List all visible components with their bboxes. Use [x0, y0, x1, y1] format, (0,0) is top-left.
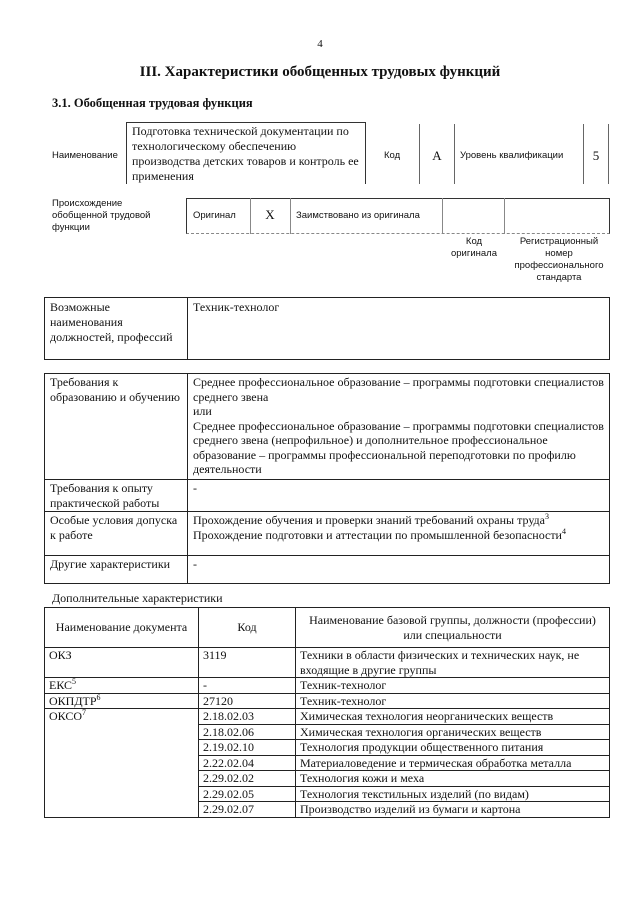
footnote-ref-3: 3: [545, 512, 549, 521]
row-document: ОКПДТР$^6$: [45, 693, 199, 709]
row-code: 2.18.02.03: [199, 709, 296, 725]
row-name: Техники в области физических и технических наук, не входящие в другие группы: [296, 648, 610, 678]
row-document: ОКЗ: [45, 648, 199, 678]
origin-label: Происхождение обобщенной трудовой функции: [52, 198, 151, 233]
row-code: -: [199, 678, 296, 694]
row-name: Технология продукции общественного питания: [296, 740, 610, 756]
row-name: Производство изделий из бумаги и картона: [296, 802, 610, 818]
admission-line-2: Прохождение подготовки и аттестации по промышленной безопасности: [193, 527, 562, 542]
education-value: Среднее профессиональное образование – программы подготовки специалистов среднего звена или Среднее профессиональное образование – программы подготовки специалистов среднего звена (непрофильное) и дополнительное профессиональное образование – программы профессиональной переподготовки по профилю деятельности: [188, 374, 610, 480]
header-name: Наименование базовой группы, должности (профессии) или специальности: [296, 608, 610, 648]
original-mark: X: [265, 207, 275, 222]
row-name: Материаловедение и термическая обработка металла: [296, 755, 610, 771]
footnote-ref: 6: [96, 692, 101, 702]
row-name: Химическая технология органических веществ: [296, 724, 610, 740]
row-code: 2.29.02.02: [199, 771, 296, 787]
level-value: 5: [592, 148, 600, 163]
admission-label: Особые условия допуска к работе: [45, 512, 188, 556]
education-label: Требования к образованию и обучению: [45, 374, 188, 480]
table-row: [45, 709, 610, 725]
section-subtitle: 3.1. Обобщенная трудовая функция: [52, 96, 253, 110]
row-code: 27120: [199, 693, 296, 709]
header-document: Наименование документа: [45, 608, 199, 648]
table-row: [45, 648, 610, 678]
code-label: Код: [384, 150, 401, 161]
row-code: 2.18.02.06: [199, 724, 296, 740]
experience-label: Требования к опыту практической работы: [45, 480, 188, 512]
admission-value: [188, 512, 610, 556]
code-value: А: [432, 148, 442, 163]
row-code: 2.29.02.07: [199, 802, 296, 818]
code-original-label: Код оригинала: [450, 236, 497, 259]
row-document: ЕКС$^5$: [45, 678, 199, 694]
positions-table: [44, 297, 610, 360]
positions-label: Возможные наименования должностей, профессий: [45, 298, 188, 360]
row-name: Техник-технолог: [296, 678, 610, 694]
footnote-ref-4: 4: [561, 526, 566, 536]
row-name: Техник-технолог: [296, 693, 610, 709]
header-code: Код: [199, 608, 296, 648]
positions-value: Техник-технолог: [188, 298, 610, 360]
requirements-table: [44, 373, 610, 584]
name-label: Наименование: [52, 150, 118, 161]
row-name: Химическая технология неорганических веществ: [296, 709, 610, 725]
table-row: [45, 693, 610, 709]
table-row: [45, 678, 610, 694]
extra-table-body: [45, 648, 610, 818]
row-code: 2.22.02.04: [199, 755, 296, 771]
footnote-ref: 5: [72, 677, 77, 686]
level-label: Уровень квалификации: [460, 150, 564, 161]
extra-heading: Дополнительные характеристики: [52, 591, 223, 605]
row-code: 2.29.02.05: [199, 786, 296, 802]
row-name: Технология текстильных изделий (по видам): [296, 786, 610, 802]
other-value: -: [188, 556, 610, 584]
page-number: 4: [317, 38, 323, 50]
page-title: III. Характеристики обобщенных трудовых функций: [139, 64, 501, 80]
extra-table: [44, 607, 610, 818]
row-code: 3119: [199, 648, 296, 678]
experience-value: -: [188, 480, 610, 512]
admission-line-1: Прохождение обучения и проверки знаний требований охраны труда: [193, 513, 545, 527]
borrowed-label: Заимствовано из оригинала: [296, 210, 420, 221]
row-name: Технология кожи и меха: [296, 771, 610, 787]
footnote-ref: 7: [82, 708, 87, 717]
other-label: Другие характеристики: [45, 556, 188, 584]
reg-number-label: Регистрационный номер профессионального стандарта: [514, 236, 604, 283]
row-document: ОКСО$^7$: [45, 709, 199, 818]
original-label: Оригинал: [193, 210, 236, 221]
row-code: 2.19.02.10: [199, 740, 296, 756]
gtf-name-value: Подготовка технической документации по технологическому обеспечению производства детских товаров и контроль ее применения: [132, 124, 359, 183]
